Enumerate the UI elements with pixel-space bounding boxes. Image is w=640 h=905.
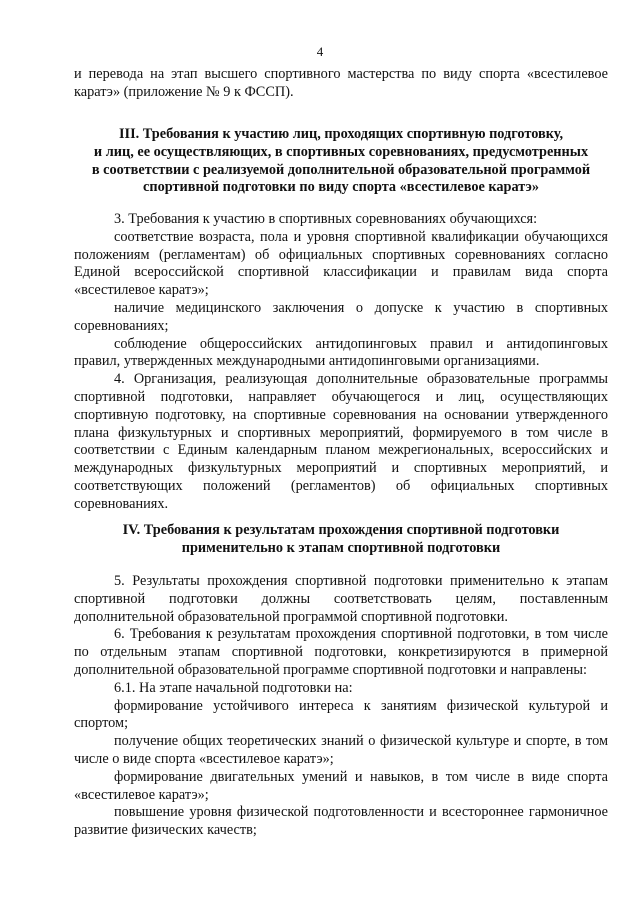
section-3-heading-line: и лиц, ее осуществляющих, в спортивных соревнованиях, предусмотренных xyxy=(93,143,589,160)
section-3-heading-line: в соответствии с реализуемой дополнительной образовательной программой xyxy=(91,161,591,178)
paragraph: 4. Организация, реализующая дополнительные образовательные программы спортивной подготовки, направляет обучающегося и лиц, осуществляющих спортивную подготовку, на спортивные соревнования на основании утвержденного плана физкультурных и спортивных мероприятий, формируемого в том числе в соответствии с Единым календарным планом межрегиональных, всероссийских и международных физкультурных мероприятий и спортивных мероприятий, и соответствующих положений (регламентов) об официальных спортивных соревнованиях. xyxy=(74,371,608,512)
paragraph: соответствие возраста, пола и уровня спортивной квалификации обучающихся положениям (регламентам) об официальных спортивных соревнованиях согласно Единой всероссийской спортивной классификации и правилам вида спорта «всестилевое каратэ»; xyxy=(74,228,608,299)
section-3-body xyxy=(74,211,608,514)
paragraph: повышение уровня физической подготовленности и всестороннее гармоничное развитие физических качеств; xyxy=(74,804,608,839)
paragraph: 6. Требования к результатам прохождения спортивной подготовки, в том числе по отдельным этапам спортивной подготовки, конкретизируются в примерной дополнительной образовательной программе спортивной подготовки и направлены: xyxy=(74,626,608,678)
intro-paragraph: и перевода на этап высшего спортивного мастерства по виду спорта «всестилевое каратэ» (приложение № 9 к ФССП). xyxy=(74,66,608,100)
paragraph: 3. Требования к участию в спортивных соревнованиях обучающихся: xyxy=(114,211,538,227)
page-number: 4 xyxy=(316,44,324,59)
section-4-body xyxy=(74,573,608,840)
paragraph: формирование устойчивого интереса к занятиям физической культурой и спортом; xyxy=(74,697,608,732)
paragraph: соблюдение общероссийских антидопинговых правил и антидопинговых правил, утвержденных международными антидопинговыми организациями. xyxy=(74,335,608,370)
section-3-heading-line: III. Требования к участию лиц, проходящих спортивную подготовку, xyxy=(118,126,564,142)
intro-text xyxy=(74,66,608,102)
paragraph: наличие медицинского заключения о допуске к участию в спортивных соревнованиях; xyxy=(74,299,608,334)
section-3-heading-line: спортивной подготовки по виду спорта «всестилевое каратэ» xyxy=(142,179,539,196)
paragraph: формирование двигательных умений и навыков, в том числе в виде спорта «всестилевое каратэ»; xyxy=(74,768,608,803)
section-4-heading-line: IV. Требования к результатам прохождения спортивной подготовки xyxy=(122,522,560,538)
section-3-heading xyxy=(74,126,608,197)
section-4-heading-line: применительно к этапам спортивной подготовки xyxy=(181,539,501,556)
paragraph: 5. Результаты прохождения спортивной подготовки применительно к этапам спортивной подготовки должны соответствовать целям, поставленным дополнительной образовательной программой спортивной подготовки. xyxy=(74,573,608,625)
section-4-heading xyxy=(74,522,608,558)
paragraph: получение общих теоретических знаний о физической культуре и спорте, в том числе о виде спорта «всестилевое каратэ»; xyxy=(74,733,608,767)
paragraph: 6.1. На этапе начальной подготовки на: xyxy=(114,679,353,696)
